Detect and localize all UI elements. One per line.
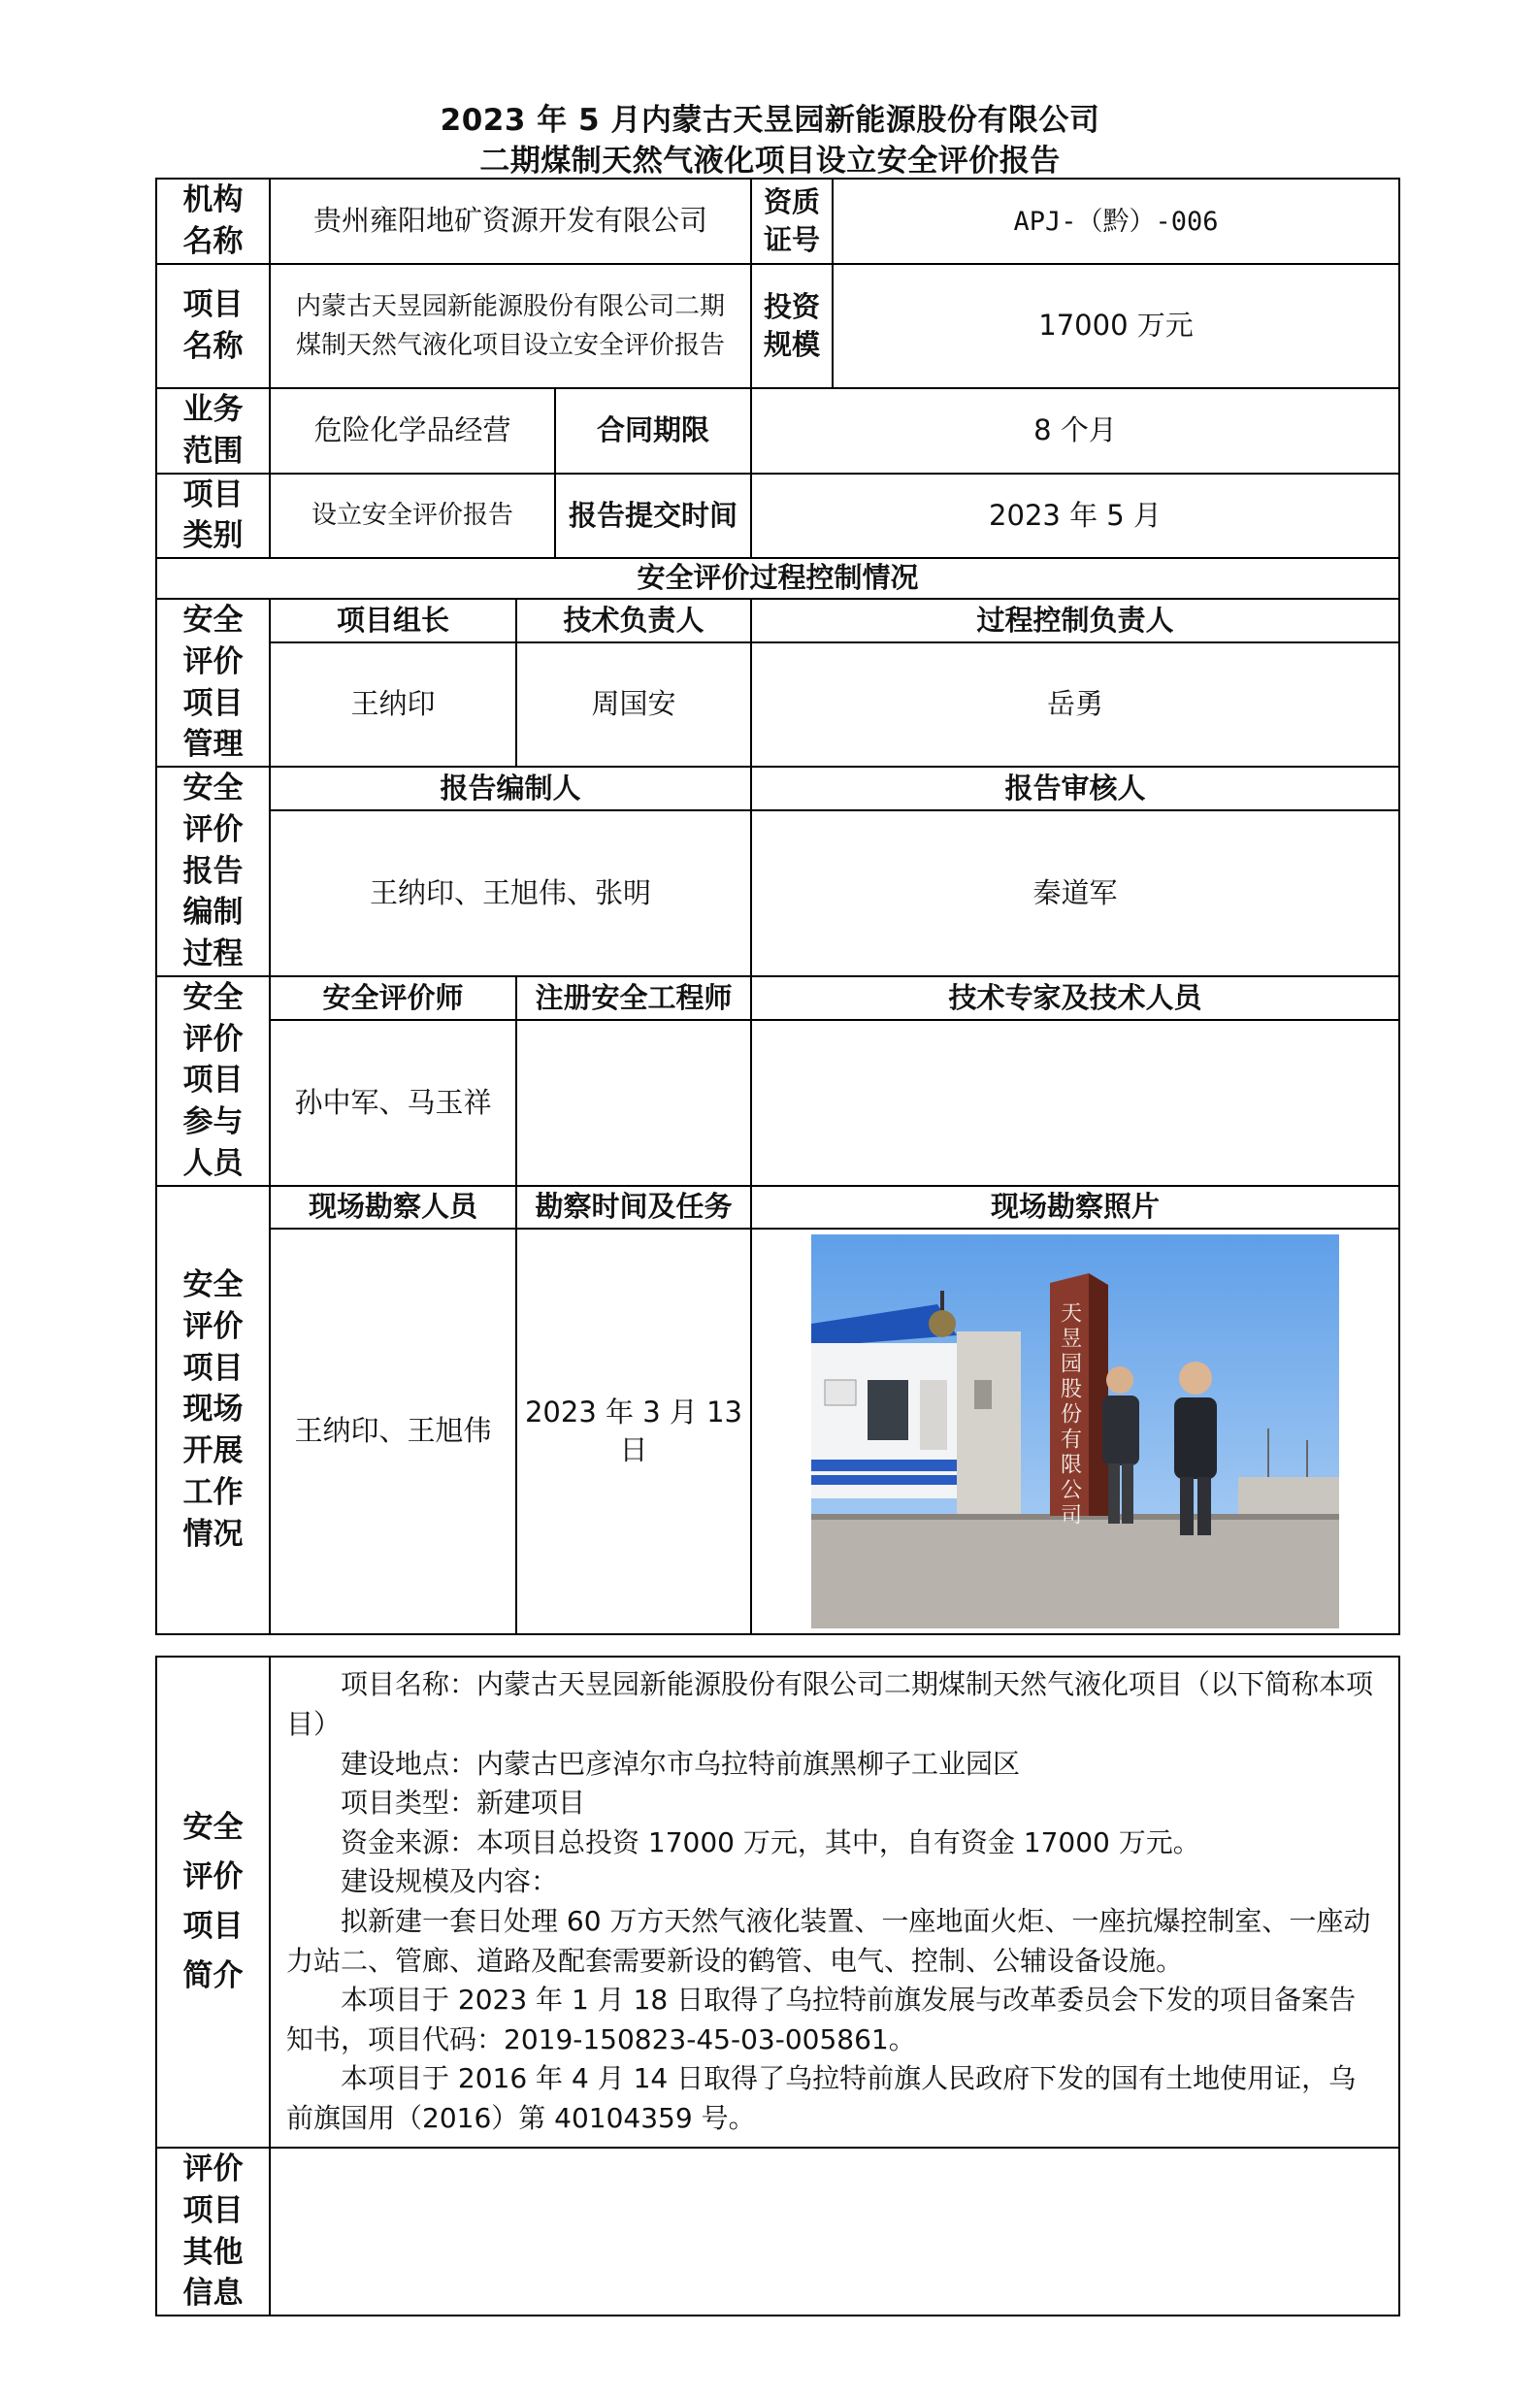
report-title-line1: 2023 年 5 月内蒙古天昱园新能源股份有限公司 — [440, 103, 1100, 138]
engineer-value — [516, 1020, 751, 1186]
org-label: 机构 名称 — [156, 179, 270, 264]
engineer-label: 注册安全工程师 — [516, 976, 751, 1020]
expert-value — [751, 1020, 1399, 1186]
author-label: 报告编制人 — [270, 767, 751, 810]
mgmt-label: 安全 评价 项目 管理 — [156, 599, 270, 767]
intro-paragraph: 项目名称：内蒙古天昱园新能源股份有限公司二期煤制天然气液化项目（以下简称本项目） — [286, 1668, 1374, 1741]
survey-time-label: 勘察时间及任务 — [516, 1186, 751, 1229]
category-label: 项目 类别 — [156, 474, 270, 559]
staff-label: 安全 评价 项目 参与 人员 — [156, 976, 270, 1186]
leader-value: 王纳印 — [270, 642, 516, 767]
ctrl-label: 过程控制负责人 — [751, 599, 1399, 642]
intro-paragraph: 资金来源：本项目总投资 17000 万元，其中，自有资金 17000 万元。 — [341, 1825, 1200, 1858]
expert-label: 技术专家及技术人员 — [751, 976, 1399, 1020]
intro-paragraph: 项目类型：新建项目 — [341, 1787, 586, 1820]
project-value: 内蒙古天昱园新能源股份有限公司二期煤制天然气液化项目设立安全评价报告 — [270, 264, 751, 388]
other-info-value — [270, 2148, 1399, 2316]
category-value: 设立安全评价报告 — [270, 474, 555, 559]
compile-label: 安全 评价 报告 编制 过程 — [156, 767, 270, 976]
cert-label: 资质证号 — [751, 179, 833, 264]
intro-paragraph: 拟新建一套日处理 60 万方天然气液化装置、一座地面火炬、一座抗爆控制室、一座动力站二、管廊、道路及配套需要新设的鹤管、电气、控制、公辅设备设施。 — [286, 1905, 1371, 1977]
survey-staff-label: 现场勘察人员 — [270, 1186, 516, 1229]
intro-paragraph: 建设地点：内蒙古巴彦淖尔市乌拉特前旗黑柳子工业园区 — [341, 1747, 1021, 1780]
intro-paragraph: 建设规模及内容： — [341, 1865, 559, 1898]
ctrl-value: 岳勇 — [751, 642, 1399, 767]
survey-photo-cell — [751, 1229, 1399, 1634]
intro-content — [270, 1657, 1399, 2148]
report-info-table — [155, 178, 1400, 1635]
intro-label: 安全 评价 项目 简介 — [156, 1657, 270, 2148]
intro-paragraph: 本项目于 2016 年 4 月 14 日取得了乌拉特前旗人民政府下发的国有土地使用证，乌前旗国用（2016）第 40104359 号。 — [286, 2062, 1357, 2134]
reviewer-value: 秦道军 — [751, 810, 1399, 976]
invest-label: 投资规模 — [751, 264, 833, 388]
submit-label: 报告提交时间 — [555, 474, 751, 559]
report-title-line2: 二期煤制天然气液化项目设立安全评价报告 — [479, 144, 1061, 179]
project-intro-table — [155, 1656, 1400, 2316]
survey-time-value: 2023 年 3 月 13 日 — [516, 1229, 751, 1634]
intro-paragraph: 本项目于 2023 年 1 月 18 日取得了乌拉特前旗发展与改革委员会下发的项目备案告知书，项目代码：2019-150823-45-03-005861。 — [286, 1984, 1357, 2055]
contract-label: 合同期限 — [555, 388, 751, 474]
sign-text: 天昱园股份有限公司 — [1057, 1300, 1082, 1525]
cert-value: APJ-（黔）-006 — [833, 179, 1399, 264]
scope-value: 危险化学品经营 — [270, 388, 555, 474]
survey-staff-value: 王纳印、王旭伟 — [270, 1229, 516, 1634]
site-label: 安全 评价 项目 现场 开展 工作 情况 — [156, 1186, 270, 1634]
author-value: 王纳印、王旭伟、张明 — [270, 810, 751, 976]
org-value: 贵州雍阳地矿资源开发有限公司 — [270, 179, 751, 264]
tech-value: 周国安 — [516, 642, 751, 767]
invest-value: 17000 万元 — [833, 264, 1399, 388]
project-label: 项目 名称 — [156, 264, 270, 388]
reviewer-label: 报告审核人 — [751, 767, 1399, 810]
evaluator-value: 孙中军、马玉祥 — [270, 1020, 516, 1186]
scope-label: 业务 范围 — [156, 388, 270, 474]
contract-value: 8 个月 — [751, 388, 1399, 474]
leader-label: 项目组长 — [270, 599, 516, 642]
site-survey-photo — [811, 1234, 1339, 1628]
tech-label: 技术负责人 — [516, 599, 751, 642]
evaluator-label: 安全评价师 — [270, 976, 516, 1020]
other-info-label: 评价 项目 其他 信息 — [156, 2148, 270, 2316]
survey-photo-label: 现场勘察照片 — [751, 1186, 1399, 1229]
submit-value: 2023 年 5 月 — [751, 474, 1399, 559]
process-heading: 安全评价过程控制情况 — [156, 558, 1399, 599]
